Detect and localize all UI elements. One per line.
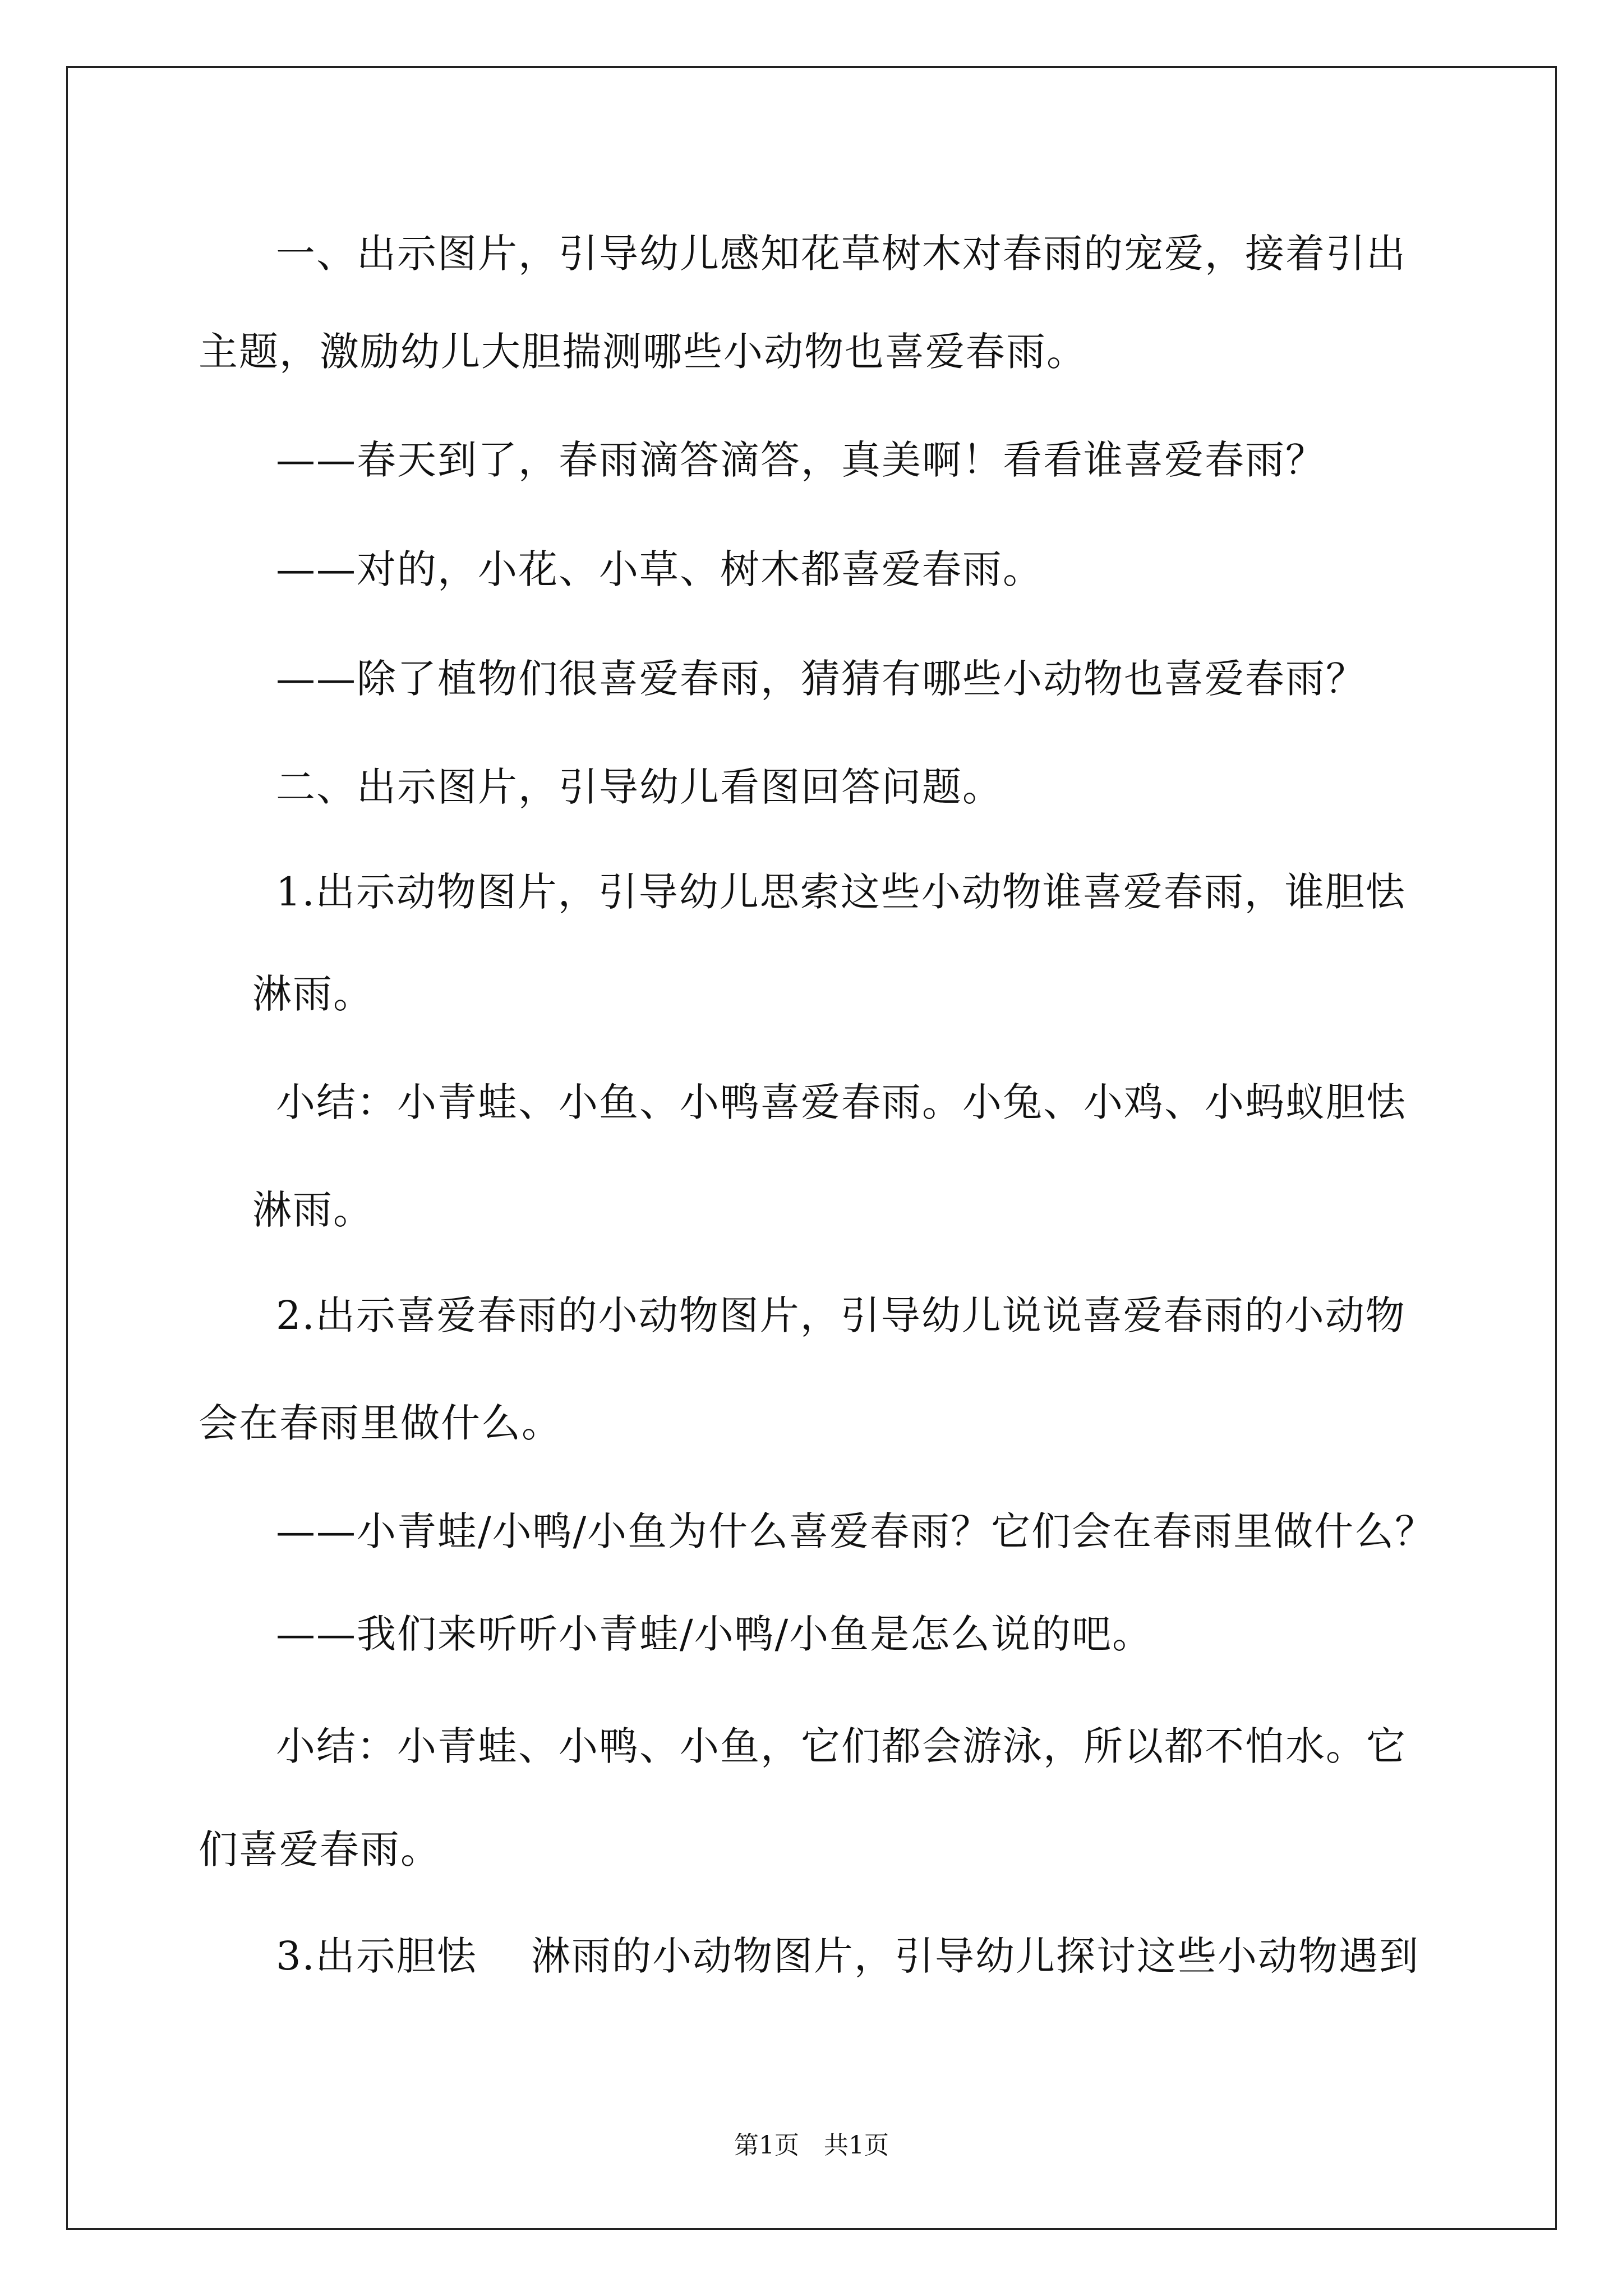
paragraph-line: 们喜爱春雨。	[199, 1826, 441, 1872]
paragraph-line: 小结：小青蛙、小鱼、小鸭喜爱春雨。小兔、小鸡、小蚂蚁胆怯	[276, 1079, 1407, 1125]
page-number-footer: 第1页 共1页	[734, 2131, 889, 2160]
paragraph-line: ——春天到了，春雨滴答滴答，真美啊！看看谁喜爱春雨？	[276, 437, 1326, 483]
paragraph-line: 二、出示图片，引导幼儿看图回答问题。	[276, 764, 1003, 810]
paragraph-line: 小结：小青蛙、小鸭、小鱼，它们都会游泳，所以都不怕水。它	[276, 1723, 1407, 1769]
paragraph-line: 1.出示动物图片，引导幼儿思索这些小动物谁喜爱春雨，谁胆怯	[276, 869, 1406, 915]
paragraph-line: 2.出示喜爱春雨的小动物图片，引导幼儿说说喜爱春雨的小动物	[276, 1292, 1406, 1338]
paragraph-line: 一、出示图片，引导幼儿感知花草树木对春雨的宠爱，接着引出	[276, 231, 1407, 277]
paragraph-line: ——除了植物们很喜爱春雨，猜猜有哪些小动物也喜爱春雨？	[276, 656, 1366, 702]
paragraph-line: 3.出示胆怯 淋雨的小动物图片，引导幼儿探讨这些小动物遇到	[276, 1933, 1420, 1979]
paragraph-line: ——小青蛙/小鸭/小鱼为什么喜爱春雨？它们会在春雨里做什么？	[276, 1508, 1436, 1554]
page-border	[66, 66, 1557, 2230]
paragraph-line: 淋雨。	[252, 1187, 374, 1233]
paragraph-line: ——对的，小花、小草、树木都喜爱春雨。	[276, 546, 1043, 592]
paragraph-line: 主题，激励幼儿大胆揣测哪些小动物也喜爱春雨。	[199, 329, 1087, 375]
paragraph-line: 淋雨。	[252, 971, 374, 1017]
paragraph-line: 会在春雨里做什么。	[199, 1400, 562, 1446]
paragraph-line: ——我们来听听小青蛙/小鸭/小鱼是怎么说的吧。	[276, 1611, 1153, 1657]
